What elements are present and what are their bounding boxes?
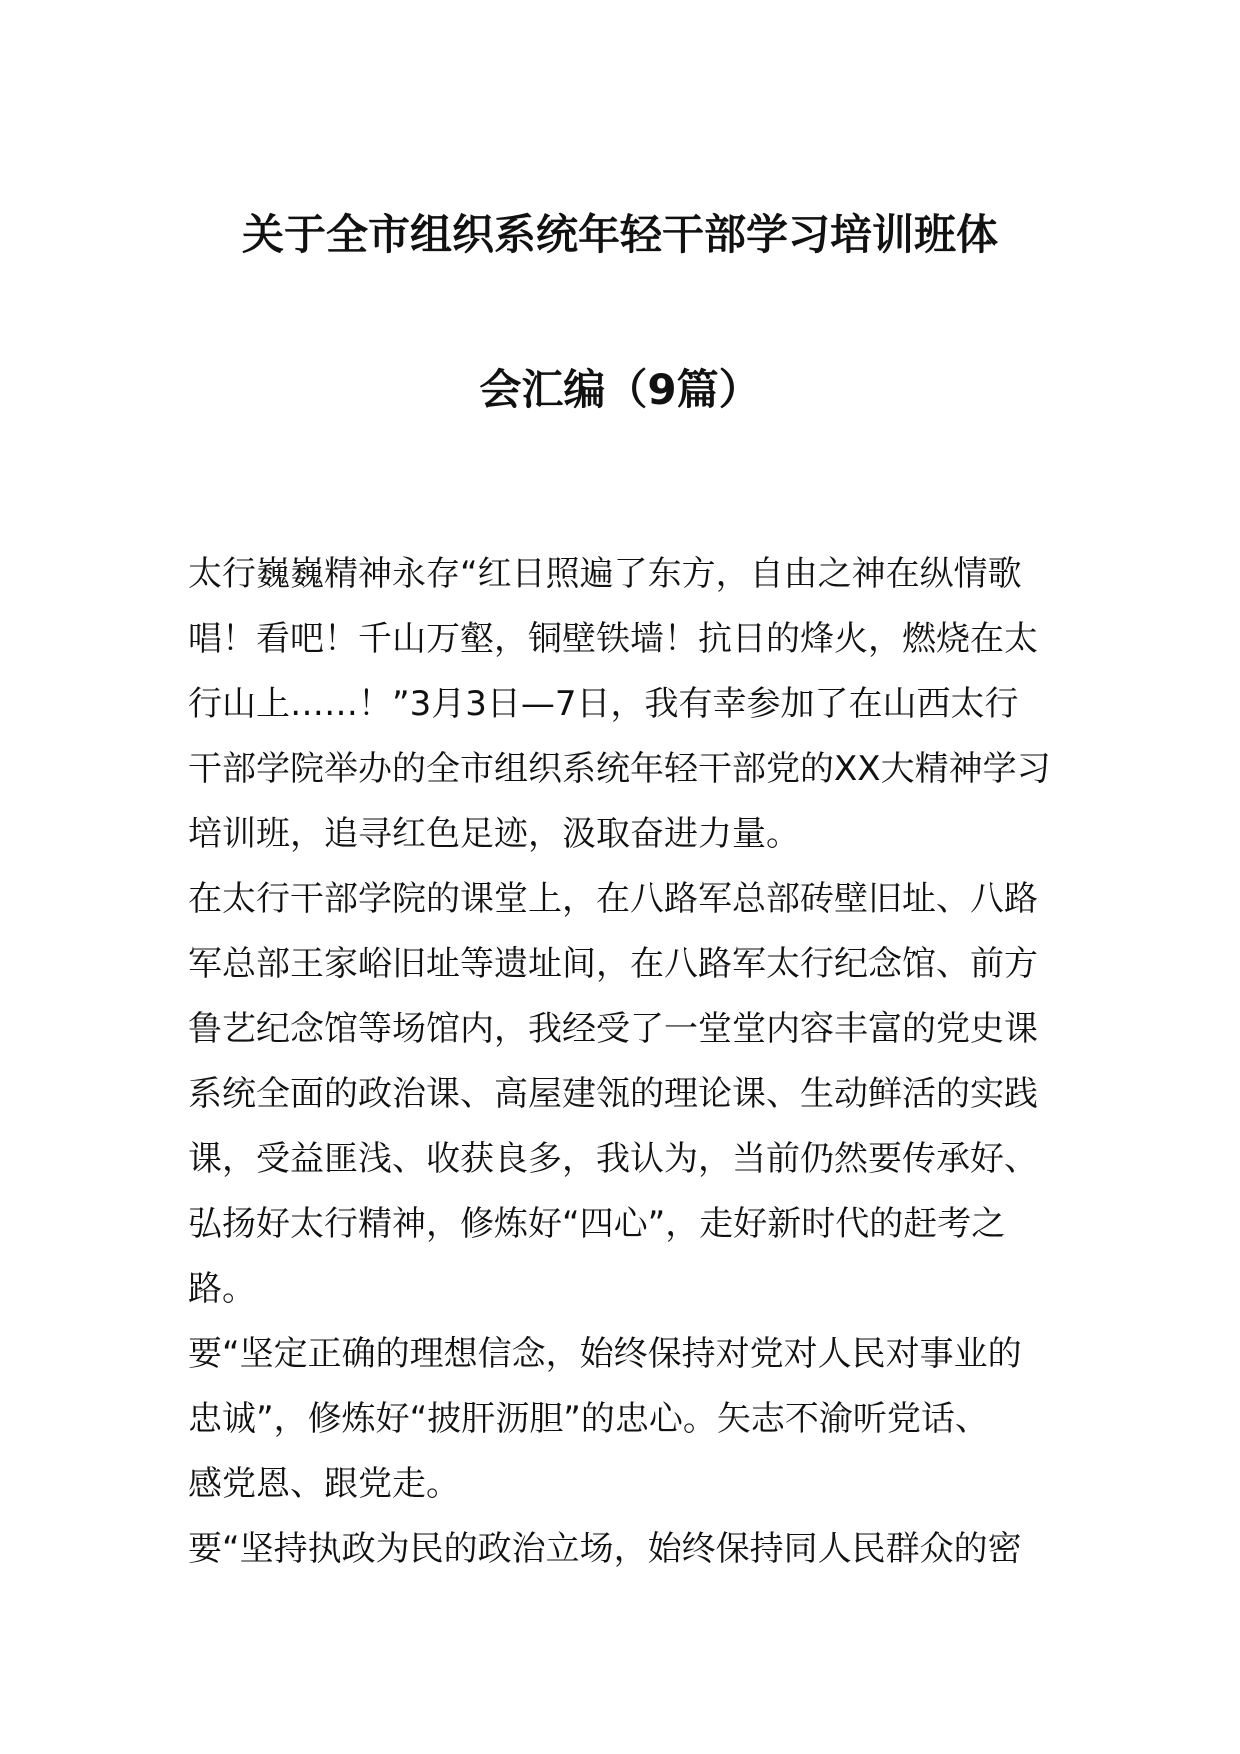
body-line: 系统全面的政治课、高屋建瓴的理论课、生动鲜活的实践 <box>188 1074 1038 1114</box>
body-line: 要“坚定正确的理想信念，始终保持对党对人民对事业的 <box>188 1334 1022 1374</box>
body-line: 路。 <box>188 1269 256 1309</box>
body-line: 军总部王家峪旧址等遗址间，在八路军太行纪念馆、前方 <box>188 944 1038 984</box>
body-line: 感党恩、跟党走。 <box>188 1464 460 1504</box>
body-line: 要“坚持执政为民的政治立场，始终保持同人民群众的密 <box>188 1529 1022 1569</box>
body-line: 忠诚”，修炼好“披肝沥胆”的忠心。矢志不渝听党话、 <box>188 1399 989 1439</box>
document-title-line-2: 会汇编（9篇） <box>479 365 761 414</box>
body-line: 弘扬好太行精神，修炼好“四心”，走好新时代的赶考之 <box>188 1204 1006 1244</box>
body-line: 行山上……！”3月3日—7日，我有幸参加了在山西太行 <box>188 684 1019 724</box>
body-line: 太行巍巍精神永存“红日照遍了东方，自由之神在纵情歌 <box>188 554 1022 594</box>
document-body <box>188 542 1058 1582</box>
document-title-line-1: 关于全市组织系统年轻干部学习培训班体 <box>241 210 998 259</box>
body-line: 培训班，追寻红色足迹，汲取奋进力量。 <box>188 814 800 854</box>
body-line: 鲁艺纪念馆等场馆内，我经受了一堂堂内容丰富的党史课 <box>188 1009 1038 1049</box>
body-line: 唱！看吧！千山万壑，铜壁铁墙！抗日的烽火，燃烧在太 <box>188 619 1038 659</box>
body-line: 在太行干部学院的课堂上，在八路军总部砖壁旧址、八路 <box>188 879 1038 919</box>
body-line: 干部学院举办的全市组织系统年轻干部党的XX大精神学习 <box>188 749 1051 789</box>
body-line: 课，受益匪浅、收获良多，我认为，当前仍然要传承好、 <box>188 1139 1038 1179</box>
